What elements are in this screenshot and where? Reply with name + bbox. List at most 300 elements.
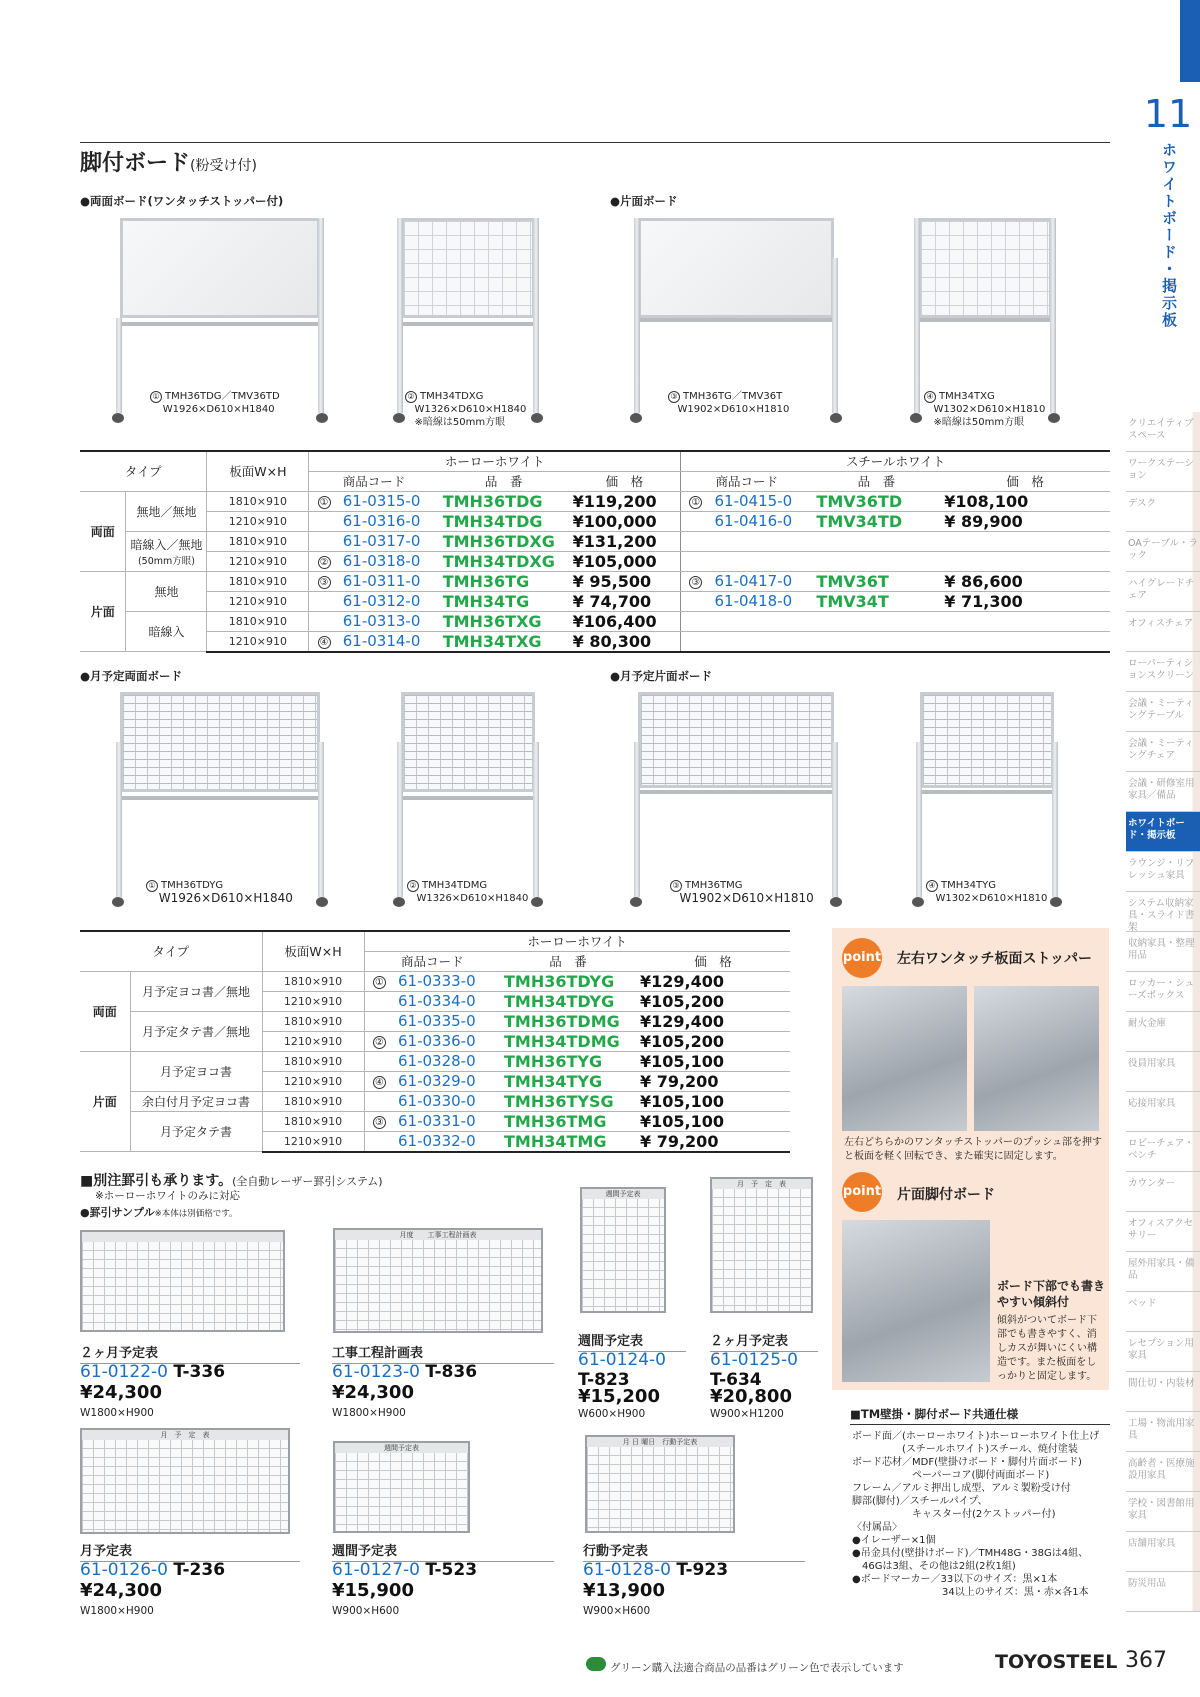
board-panel bbox=[120, 218, 320, 318]
price: ¥ 80,300 bbox=[569, 631, 681, 652]
row-num bbox=[364, 1091, 394, 1111]
price: ¥105,100 bbox=[636, 1111, 790, 1131]
sample-code: 61-0126-0 T-236 bbox=[80, 1560, 226, 1580]
price: ¥ 95,500 bbox=[569, 571, 681, 591]
board-leg bbox=[914, 218, 920, 413]
side-nav-item[interactable]: ラウンジ・リフレッシュ家具 bbox=[1126, 852, 1200, 892]
spec-line: (スチールホワイト)スチール、焼付塗装 bbox=[852, 1444, 1078, 1455]
price: ¥ 74,700 bbox=[569, 591, 681, 611]
sample-code: 61-0128-0 T-923 bbox=[583, 1560, 729, 1580]
caster-icon bbox=[112, 413, 124, 423]
side-nav bbox=[1126, 412, 1200, 1612]
steel-product-code: 61-0416-0 bbox=[711, 511, 813, 531]
product-code: 61-0311-0 bbox=[339, 571, 439, 591]
monthly-board-4 bbox=[912, 692, 1062, 907]
type-sub: 余白付月予定ヨコ書 bbox=[130, 1091, 262, 1111]
table-row bbox=[80, 1091, 790, 1111]
side-nav-item[interactable]: 防災用品 bbox=[1126, 1572, 1200, 1612]
common-spec-body bbox=[852, 1430, 1110, 1599]
model-number: TMH34TG bbox=[439, 591, 569, 611]
board-size: 1810×910 bbox=[207, 491, 309, 511]
page-title-sub: (粉受け付) bbox=[190, 158, 257, 174]
price: ¥100,000 bbox=[569, 511, 681, 531]
board-caption: ④ TMH34TYG W1302×D610×H1810 bbox=[926, 879, 1047, 905]
monthly-double-head: ●月予定両面ボード bbox=[80, 669, 183, 683]
board-tray bbox=[401, 796, 535, 800]
sample-name: ２ヶ月予定表 bbox=[710, 1330, 818, 1352]
col-type: タイプ bbox=[80, 931, 262, 971]
single-board-photo bbox=[842, 1220, 990, 1382]
board-panel bbox=[918, 218, 1052, 318]
board-caption: ④ TMH34TXG W1302×D610×H1810 ※暗線は50mm方眼 bbox=[924, 390, 1045, 429]
row-num bbox=[364, 991, 394, 1011]
spec-table-1 bbox=[80, 450, 1110, 653]
spec-line: キャスター付(2ケストッパー付) bbox=[852, 1509, 1056, 1520]
sample-code: 61-0122-0 T-336 bbox=[80, 1362, 226, 1382]
caster-icon bbox=[112, 897, 124, 907]
steel-price bbox=[940, 531, 1110, 551]
row-num bbox=[681, 551, 711, 571]
stopper-photo-right bbox=[974, 986, 1099, 1131]
row-num bbox=[309, 591, 339, 611]
steel-price: ¥ 89,900 bbox=[940, 511, 1110, 531]
type-sub: 月予定ヨコ書／無地 bbox=[130, 971, 262, 1011]
model-number: TMH34TDXG bbox=[439, 551, 569, 571]
steel-model-number: TMV36TD bbox=[812, 491, 940, 511]
side-nav-item[interactable]: システム収納家具・スライド書架 bbox=[1126, 892, 1200, 932]
side-nav-item[interactable]: オフィスアクセサリー bbox=[1126, 1212, 1200, 1252]
row-num bbox=[364, 1131, 394, 1152]
table-row bbox=[80, 611, 1110, 631]
spec-line: ●ボードマーカー／33以下のサイズ：黒×1本 bbox=[852, 1574, 1058, 1585]
monthly-board-1 bbox=[112, 692, 328, 907]
type-sub: 無地 bbox=[126, 571, 207, 611]
board-tray bbox=[120, 322, 320, 326]
steel-product-code bbox=[711, 631, 813, 652]
model-number: TMH36TXG bbox=[439, 611, 569, 631]
side-nav-item[interactable]: ハイグレードチェア bbox=[1126, 572, 1200, 612]
spec-line: ●吊金具付(壁掛けボード)／TMH48G・38Gは4組、 bbox=[852, 1548, 1089, 1559]
chapter-title: ホワイトボード・掲示板 bbox=[1160, 142, 1178, 329]
model-number: TMH36TDYG bbox=[500, 971, 636, 991]
board-caption: ③ TMH36TMG W1902×D610×H1810 bbox=[670, 879, 814, 906]
model-number: TMH36TYG bbox=[500, 1051, 636, 1071]
type-sub: 月予定タテ書 bbox=[130, 1111, 262, 1152]
sample-size: W900×H600 bbox=[332, 1605, 400, 1617]
steel-price: ¥ 71,300 bbox=[940, 591, 1110, 611]
sample-price: ¥13,900 bbox=[583, 1580, 665, 1601]
caster-icon bbox=[1048, 413, 1060, 423]
point-title-2: 片面脚付ボード bbox=[897, 1187, 995, 1203]
steel-price: ¥108,100 bbox=[940, 491, 1110, 511]
row-num: ② bbox=[364, 1031, 394, 1051]
board-leg bbox=[318, 218, 324, 413]
type-group: 両面 bbox=[80, 491, 126, 571]
col-model: 品 番 bbox=[500, 951, 636, 971]
board-size: 1210×910 bbox=[262, 1031, 364, 1051]
sample-code: 61-0127-0 T-523 bbox=[332, 1560, 478, 1580]
col-code: 商品コード bbox=[364, 951, 500, 971]
side-nav-item[interactable]: 耐火金庫 bbox=[1126, 1012, 1200, 1052]
board-leg bbox=[634, 742, 640, 897]
side-nav-item[interactable]: ローパーティションスクリーン bbox=[1126, 652, 1200, 692]
product-code: 61-0335-0 bbox=[394, 1011, 500, 1031]
board-tray bbox=[638, 790, 834, 794]
steel-model-number bbox=[812, 551, 940, 571]
caster-icon bbox=[316, 897, 328, 907]
sample-size: W1800×H900 bbox=[80, 1407, 154, 1419]
board-tray bbox=[920, 790, 1054, 794]
board-leg bbox=[1052, 742, 1058, 897]
board-3 bbox=[630, 218, 842, 423]
product-code: 61-0331-0 bbox=[394, 1111, 500, 1131]
row-num: ③ bbox=[309, 571, 339, 591]
table-row bbox=[80, 571, 1110, 591]
row-num bbox=[364, 1051, 394, 1071]
side-nav-item[interactable]: 会議・ミーティングチェア bbox=[1126, 732, 1200, 772]
point-note-2: 傾斜がついてボード下部でも書きやすく、消しカスが舞いにくい構造です。また板面をしっかりと固定します。 bbox=[997, 1315, 1097, 1382]
model-number: TMH34TDMG bbox=[500, 1031, 636, 1051]
side-nav-item[interactable]: 店舗用家具 bbox=[1126, 1532, 1200, 1572]
sample-head: ●罫引サンプル※本体は別価格です。 bbox=[80, 1206, 238, 1219]
side-nav-item[interactable]: ベッド bbox=[1126, 1292, 1200, 1332]
row-num bbox=[681, 611, 711, 631]
col-code: 商品コード bbox=[681, 471, 813, 491]
product-code: 61-0317-0 bbox=[339, 531, 439, 551]
type-group: 片面 bbox=[80, 571, 126, 652]
row-num: ① bbox=[364, 971, 394, 991]
point-note-1: 左右どちらかのワンタッチストッパーのプッシュ部を押すと板面を軽く回転でき、また確実に固定します。 bbox=[844, 1137, 1102, 1162]
board-leg bbox=[832, 742, 838, 897]
table-row bbox=[80, 591, 1110, 611]
caster-icon bbox=[630, 413, 642, 423]
board-panel bbox=[120, 692, 320, 792]
spec-line: 脚部(脚付)／スチールパイプ、 bbox=[852, 1496, 988, 1507]
product-code: 61-0314-0 bbox=[339, 631, 439, 652]
sample-code: 61-0123-0 T-836 bbox=[332, 1362, 478, 1382]
type-group: 両面 bbox=[80, 971, 130, 1051]
board-panel bbox=[401, 692, 535, 792]
product-code: 61-0328-0 bbox=[394, 1051, 500, 1071]
col-size: 板面W×H bbox=[262, 931, 364, 971]
sample-name: 週間予定表 bbox=[578, 1330, 686, 1352]
steel-product-code bbox=[711, 611, 813, 631]
side-nav-item[interactable]: レセプション用家具 bbox=[1126, 1332, 1200, 1372]
sample-code: 61-0125-0 T-634 bbox=[710, 1350, 798, 1390]
brand-logo: TOYOSTEEL bbox=[995, 1651, 1118, 1673]
spec-line: ●イレーザー×1個 bbox=[852, 1535, 936, 1546]
board-size: 1810×910 bbox=[262, 1051, 364, 1071]
side-nav-item[interactable]: ワークステーション bbox=[1126, 452, 1200, 492]
sample-code: 61-0124-0 T-823 bbox=[578, 1350, 666, 1390]
col-price: 価 格 bbox=[636, 951, 790, 971]
board-leg bbox=[397, 742, 403, 897]
side-nav-item[interactable]: 応接用家具 bbox=[1126, 1092, 1200, 1132]
board-panel bbox=[638, 692, 834, 788]
board-size: 1810×910 bbox=[207, 611, 309, 631]
col-enamel: ホーローホワイト bbox=[309, 451, 681, 471]
side-nav-item[interactable]: 高齢者・医療施設用家具 bbox=[1126, 1452, 1200, 1492]
side-nav-item[interactable]: ロッカー・シューズボックス bbox=[1126, 972, 1200, 1012]
product-code: 61-0312-0 bbox=[339, 591, 439, 611]
title-rule bbox=[80, 142, 1110, 143]
steel-model-number bbox=[812, 631, 940, 652]
sample-image: 週間予定表 bbox=[580, 1187, 666, 1313]
product-code: 61-0329-0 bbox=[394, 1071, 500, 1091]
table-row bbox=[80, 491, 1110, 511]
point-title-1: 左右ワンタッチ板面ストッパー bbox=[897, 951, 1093, 967]
board-leg bbox=[318, 742, 324, 897]
board-leg bbox=[116, 742, 122, 897]
board-size: 1210×910 bbox=[207, 631, 309, 652]
spec-line: ボード面／(ホーローホワイト)ホーローホワイト仕上げ bbox=[852, 1431, 1100, 1442]
model-number: TMH34TXG bbox=[439, 631, 569, 652]
row-num bbox=[309, 511, 339, 531]
steel-model-number: TMV36T bbox=[812, 571, 940, 591]
sample-price: ¥20,800 bbox=[710, 1386, 792, 1407]
board-2 bbox=[393, 218, 543, 428]
board-size: 1810×910 bbox=[262, 1091, 364, 1111]
page-title bbox=[80, 146, 257, 177]
side-nav-item[interactable]: 学校・図書館用家具 bbox=[1126, 1492, 1200, 1532]
board-size: 1210×910 bbox=[207, 511, 309, 531]
board-leg bbox=[832, 258, 838, 413]
side-nav-item[interactable]: 屋外用家具・備品 bbox=[1126, 1252, 1200, 1292]
steel-model-number bbox=[812, 531, 940, 551]
board-size: 1810×910 bbox=[262, 1111, 364, 1131]
board-size: 1210×910 bbox=[262, 1131, 364, 1152]
sample-image: 月 予 定 表 bbox=[710, 1177, 813, 1313]
board-leg bbox=[116, 318, 122, 413]
board-tray bbox=[638, 318, 834, 322]
board-size: 1210×910 bbox=[262, 991, 364, 1011]
board-leg bbox=[1050, 218, 1056, 413]
col-price: 価 格 bbox=[569, 471, 681, 491]
type-sub: 月予定タテ書／無地 bbox=[130, 1011, 262, 1051]
board-size: 1210×910 bbox=[207, 591, 309, 611]
col-model: 品 番 bbox=[812, 471, 940, 491]
model-number: TMH34TDYG bbox=[500, 991, 636, 1011]
sample-image: 月 予 定 表 bbox=[80, 1428, 290, 1534]
board-panel bbox=[401, 218, 535, 318]
price: ¥105,100 bbox=[636, 1051, 790, 1071]
board-leg bbox=[533, 218, 539, 413]
chapter-tab bbox=[1180, 0, 1200, 82]
type-sub: 暗線入 bbox=[126, 611, 207, 652]
type-sub: 無地／無地 bbox=[126, 491, 207, 531]
sample-price: ¥24,300 bbox=[80, 1580, 162, 1601]
board-tray bbox=[401, 322, 535, 326]
sample-image: 週間予定表 bbox=[333, 1441, 470, 1533]
sample-name: ２ヶ月予定表 bbox=[80, 1342, 300, 1364]
sample-image: 月度 工事工程計画表 bbox=[333, 1228, 543, 1333]
side-nav-item[interactable]: ホワイトボード・掲示板 bbox=[1126, 812, 1200, 852]
row-num bbox=[681, 631, 711, 652]
product-code: 61-0318-0 bbox=[339, 551, 439, 571]
sample-size: W1800×H900 bbox=[332, 1407, 406, 1419]
board-caption: ③ TMH36TG／TMV36T W1902×D610×H1810 bbox=[668, 390, 789, 416]
monthly-board-2 bbox=[393, 692, 543, 907]
row-num: ③ bbox=[364, 1111, 394, 1131]
model-number: TMH36TMG bbox=[500, 1111, 636, 1131]
side-nav-item[interactable]: OAテーブル・ラック bbox=[1126, 532, 1200, 572]
caster-icon bbox=[910, 413, 922, 423]
board-leg bbox=[634, 218, 640, 413]
side-nav-item[interactable]: 工場・物流用家具 bbox=[1126, 1412, 1200, 1452]
custom-note: ※ホーローホワイトのみに対応 bbox=[95, 1190, 240, 1202]
spec-line: 34以上のサイズ：黒・赤×各1本 bbox=[852, 1587, 1089, 1598]
caster-icon bbox=[830, 413, 842, 423]
table-row bbox=[80, 1011, 790, 1031]
row-num bbox=[681, 531, 711, 551]
side-nav-item[interactable]: クリエイティブスペース bbox=[1126, 412, 1200, 452]
board-panel bbox=[920, 692, 1054, 788]
spec-line: ペーパーコア(脚付両面ボード) bbox=[852, 1470, 1050, 1481]
sample-price: ¥15,900 bbox=[332, 1580, 414, 1601]
board-size: 1210×910 bbox=[262, 1071, 364, 1091]
board-caption: ① TMH36TDYG W1926×D610×H1840 bbox=[146, 879, 293, 906]
steel-model-number bbox=[812, 611, 940, 631]
col-code: 商品コード bbox=[309, 471, 439, 491]
row-num: ③ bbox=[681, 571, 711, 591]
sample-image: 月 日 曜日 行動予定表 bbox=[585, 1435, 735, 1533]
col-size: 板面W×H bbox=[207, 451, 309, 491]
steel-model-number: TMV34T bbox=[812, 591, 940, 611]
side-nav-item[interactable]: デスク bbox=[1126, 492, 1200, 532]
caster-icon bbox=[531, 413, 543, 423]
monthly-board-3 bbox=[630, 692, 842, 907]
board-caption: ② TMH34TDXG W1326×D610×H1840 ※暗線は50mm方眼 bbox=[405, 390, 526, 429]
sample-price: ¥15,200 bbox=[578, 1386, 660, 1407]
product-code: 61-0334-0 bbox=[394, 991, 500, 1011]
side-nav-item[interactable]: オフィスチェア bbox=[1126, 612, 1200, 652]
row-num: ① bbox=[309, 491, 339, 511]
table-row bbox=[80, 551, 1110, 571]
type-group: 片面 bbox=[80, 1051, 130, 1152]
product-code: 61-0332-0 bbox=[394, 1131, 500, 1152]
side-nav-item[interactable]: 会議・ミーティングテーブル bbox=[1126, 692, 1200, 732]
price: ¥119,200 bbox=[569, 491, 681, 511]
type-sub: 暗線入／無地 (50mm方眼) bbox=[126, 531, 207, 571]
custom-head: ■別注罫引も承ります。(全自動レーザー罫引システム) bbox=[80, 1173, 383, 1189]
point-head-2: ボード下部でも書きやすい傾斜付 bbox=[997, 1279, 1106, 1309]
point-badge: point bbox=[842, 1172, 882, 1212]
side-nav-item[interactable]: 会議・研修室用家具／備品 bbox=[1126, 772, 1200, 812]
steel-product-code bbox=[711, 531, 813, 551]
row-num: ① bbox=[681, 491, 711, 511]
row-num bbox=[681, 511, 711, 531]
row-num: ② bbox=[309, 551, 339, 571]
spec-table-2 bbox=[80, 930, 790, 1153]
table-row bbox=[80, 971, 790, 991]
board-1 bbox=[112, 218, 328, 423]
sample-name: 月予定表 bbox=[80, 1540, 300, 1562]
price: ¥ 79,200 bbox=[636, 1131, 790, 1152]
board-4 bbox=[910, 218, 1060, 428]
model-number: TMH36TDG bbox=[439, 491, 569, 511]
board-tray bbox=[918, 318, 1052, 322]
table-row bbox=[80, 1111, 790, 1131]
board-size: 1810×910 bbox=[262, 1011, 364, 1031]
board-caption: ② TMH34TDMG W1326×D610×H1840 bbox=[407, 879, 528, 905]
side-nav-item[interactable]: 収納家具・整理用品 bbox=[1126, 932, 1200, 972]
table-row bbox=[80, 531, 1110, 551]
model-number: TMH36TDXG bbox=[439, 531, 569, 551]
board-leg bbox=[916, 742, 922, 897]
model-number: TMH36TG bbox=[439, 571, 569, 591]
steel-model-number: TMV34TD bbox=[812, 511, 940, 531]
sample-name: 週間予定表 bbox=[332, 1540, 554, 1562]
price: ¥105,200 bbox=[636, 991, 790, 1011]
sample-image bbox=[80, 1230, 285, 1332]
side-nav-item[interactable]: 役員用家具 bbox=[1126, 1052, 1200, 1092]
table-row bbox=[80, 1051, 790, 1071]
steel-price bbox=[940, 611, 1110, 631]
col-enamel: ホーローホワイト bbox=[364, 931, 790, 951]
side-nav-item[interactable]: ロビーチェア・ベンチ bbox=[1126, 1132, 1200, 1172]
sample-name: 工事工程計画表 bbox=[332, 1342, 554, 1364]
model-number: TMH34TMG bbox=[500, 1131, 636, 1152]
price: ¥131,200 bbox=[569, 531, 681, 551]
caster-icon bbox=[912, 897, 924, 907]
green-mark-icon bbox=[586, 1657, 606, 1671]
sample-size: W900×H600 bbox=[583, 1605, 651, 1617]
spec-line: ボード芯材／MDF(壁掛けボード・脚付片面ボード) bbox=[852, 1457, 1082, 1468]
caster-icon bbox=[393, 897, 405, 907]
board-panel bbox=[638, 218, 834, 318]
spec-line: 46Gは3組、その他は2組(2枚1組) bbox=[852, 1561, 1016, 1572]
board-size: 1810×910 bbox=[207, 531, 309, 551]
steel-product-code bbox=[711, 551, 813, 571]
board-size: 1810×910 bbox=[262, 971, 364, 991]
price: ¥129,400 bbox=[636, 1011, 790, 1031]
board-tray bbox=[120, 796, 320, 800]
col-model: 品 番 bbox=[439, 471, 569, 491]
row-num bbox=[364, 1011, 394, 1031]
model-number: TMH34TYG bbox=[500, 1071, 636, 1091]
page-number: 367 bbox=[1125, 1648, 1167, 1673]
col-steel: スチールホワイト bbox=[681, 451, 1110, 471]
double-board-head: ●両面ボード(ワンタッチストッパー付) bbox=[80, 194, 284, 208]
row-num bbox=[681, 591, 711, 611]
board-size: 1210×910 bbox=[207, 551, 309, 571]
price: ¥105,000 bbox=[569, 551, 681, 571]
caster-icon bbox=[316, 413, 328, 423]
sample-size: W1800×H900 bbox=[80, 1605, 154, 1617]
steel-product-code: 61-0417-0 bbox=[711, 571, 813, 591]
model-number: TMH36TYSG bbox=[500, 1091, 636, 1111]
col-price: 価 格 bbox=[940, 471, 1110, 491]
side-nav-item[interactable]: カウンター bbox=[1126, 1172, 1200, 1212]
caster-icon bbox=[1050, 897, 1062, 907]
product-code: 61-0315-0 bbox=[339, 491, 439, 511]
spec-rule bbox=[850, 1424, 1110, 1425]
col-type: タイプ bbox=[80, 451, 207, 491]
steel-price bbox=[940, 551, 1110, 571]
model-number: TMH34TDG bbox=[439, 511, 569, 531]
product-code: 61-0330-0 bbox=[394, 1091, 500, 1111]
monthly-single-head: ●月予定片面ボード bbox=[610, 669, 713, 683]
table-row bbox=[80, 511, 1110, 531]
product-code: 61-0336-0 bbox=[394, 1031, 500, 1051]
stopper-photo-left bbox=[842, 986, 967, 1131]
board-size: 1810×910 bbox=[207, 571, 309, 591]
board-leg bbox=[397, 218, 403, 413]
price: ¥105,100 bbox=[636, 1091, 790, 1111]
caster-icon bbox=[393, 413, 405, 423]
caster-icon bbox=[830, 897, 842, 907]
side-nav-item[interactable]: 間仕切・内装材 bbox=[1126, 1372, 1200, 1412]
